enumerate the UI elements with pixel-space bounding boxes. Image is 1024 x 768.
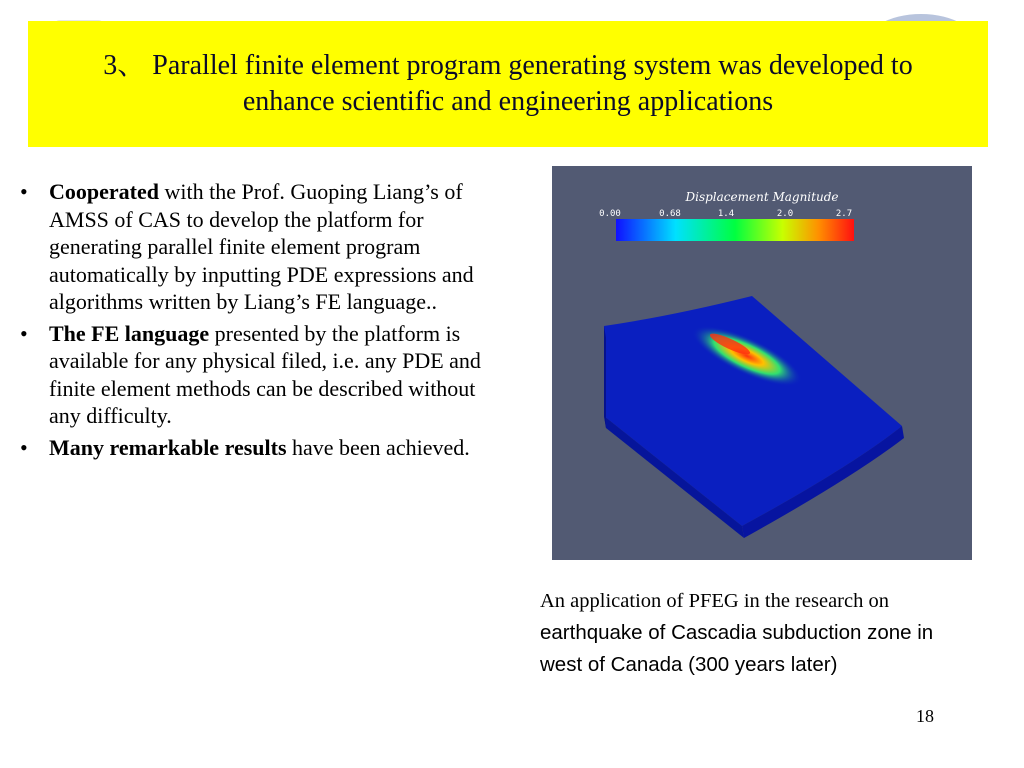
colorbar-tick: 2.0 <box>776 209 794 219</box>
bullet-bold-text: Many remarkable results <box>49 434 287 460</box>
bullet-text: with the Prof. Guoping Liang’s of AMSS of CAS to develop the platform for generating parallel finite element program automatically by inputting PDE expressions and algorithms written by Liang’s FE language.. <box>49 179 474 314</box>
caption-serif-text: An application of PFEG in the research on <box>540 590 889 612</box>
bullet-item <box>18 434 498 462</box>
colorbar-title: Displacement Magnitude <box>685 190 839 204</box>
simulation-figure <box>552 166 972 560</box>
bullet-icon: • <box>20 434 28 460</box>
bullet-icon: • <box>20 179 28 204</box>
colorbar-tick: 0.68 <box>659 209 681 219</box>
bullet-item <box>18 178 498 316</box>
title-banner <box>28 21 988 147</box>
caption-sans-text: earthquake of Cascadia subduction zone in west of Canada (300 years later) <box>540 621 934 676</box>
page-number: 18 <box>916 706 934 726</box>
bullet-bold-text: Cooperated <box>49 179 159 204</box>
bullet-item <box>18 320 498 430</box>
slab-left-face <box>604 326 606 428</box>
colorbar-tick: 0.00 <box>599 209 621 219</box>
bullet-list <box>18 178 498 465</box>
bullet-text: presented by the platform is available for any physical filed, i.e. any PDE and finite element methods can be described without any difficulty. <box>49 320 481 428</box>
colorbar-tick: 1.4 <box>717 209 735 219</box>
bullet-text: have been achieved. <box>286 434 470 460</box>
bullet-icon: • <box>20 320 28 346</box>
simulation-render <box>552 166 972 560</box>
figure-caption <box>540 586 980 681</box>
bullet-bold-text: The FE language <box>49 320 210 346</box>
slide-title: 3、 Parallel finite element program generating system was developed to enhance scientific and engineering applications <box>103 50 913 117</box>
colorbar <box>616 219 854 241</box>
colorbar-tick: 2.7 <box>835 209 853 219</box>
slab-top-surface <box>604 296 902 526</box>
